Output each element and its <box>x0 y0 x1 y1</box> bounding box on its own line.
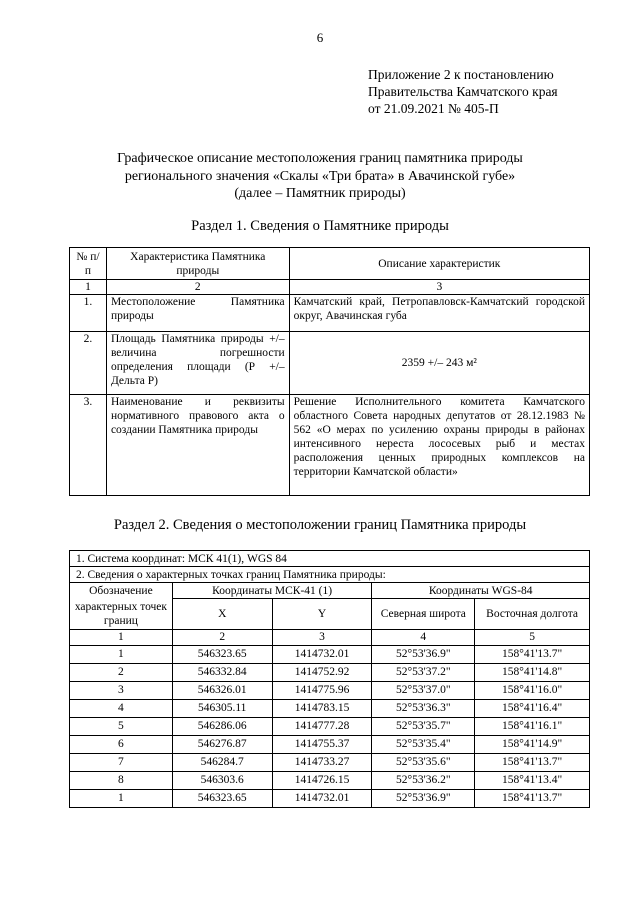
latitude: 52°53'35.4" <box>372 735 475 753</box>
header-description: Описание характеристик <box>289 248 589 280</box>
point-id: 4 <box>70 699 173 717</box>
longitude: 158°41'13.7" <box>475 753 590 771</box>
table-row <box>70 789 590 807</box>
header-lat: Северная широта <box>372 599 475 630</box>
header-point-sub: характерных точек границ <box>70 599 173 630</box>
latitude: 52°53'35.6" <box>372 753 475 771</box>
row-description: 2359 +/– 243 м² <box>289 332 589 395</box>
coord-y: 1414726.15 <box>272 771 372 789</box>
latitude: 52°53'36.2" <box>372 771 475 789</box>
table-row <box>70 663 590 681</box>
point-id: 5 <box>70 717 173 735</box>
appendix-line: Приложение 2 к постановлению <box>368 67 554 82</box>
coord-y: 1414732.01 <box>272 789 372 807</box>
table-row <box>70 699 590 717</box>
header-wgs: Координаты WGS-84 <box>372 583 590 599</box>
table-row <box>70 753 590 771</box>
longitude: 158°41'13.7" <box>475 645 590 663</box>
point-id: 7 <box>70 753 173 771</box>
header-characteristic: Характеристика Памятника природы <box>106 248 289 280</box>
title-line: (далее – Памятник природы) <box>234 186 406 201</box>
points-info-row <box>70 567 590 583</box>
row-description: Камчатский край, Петропавловск-Камчатский городской округ, Авачинская губа <box>289 295 589 332</box>
header-point: Обозначение <box>70 583 173 599</box>
row-description: Решение Исполнительного комитета Камчатского областного Совета народных депутатов от 28.12.1983 № 562 «О мерах по усилению охраны природы в районах интенсивного нереста лососевых рыб и местах расположения ценных природных комплексов на территории Камчатской области» <box>289 395 589 496</box>
coord-system-row <box>70 551 590 567</box>
coord-x: 546326.01 <box>172 681 272 699</box>
index-cell: 1 <box>70 629 173 645</box>
table-row <box>70 681 590 699</box>
row-characteristic: Наименование и реквизиты нормативного правового акта о создании Памятника природы <box>106 395 289 496</box>
coord-x: 546305.11 <box>172 699 272 717</box>
header-x: X <box>172 599 272 630</box>
point-id: 6 <box>70 735 173 753</box>
appendix-line: Правительства Камчатского края <box>368 84 558 99</box>
longitude: 158°41'13.4" <box>475 771 590 789</box>
coord-x: 546276.87 <box>172 735 272 753</box>
table-row <box>70 735 590 753</box>
coord-y: 1414752.92 <box>272 663 372 681</box>
table-row <box>70 771 590 789</box>
coord-y: 1414733.27 <box>272 753 372 771</box>
index-cell: 1 <box>70 280 107 295</box>
table-row <box>70 295 590 332</box>
header-row <box>70 583 590 599</box>
point-id: 8 <box>70 771 173 789</box>
index-row <box>70 629 590 645</box>
coord-y: 1414732.01 <box>272 645 372 663</box>
page-number: 6 <box>316 30 324 45</box>
index-row <box>70 280 590 295</box>
document-title <box>60 150 580 203</box>
coord-x: 546323.65 <box>172 789 272 807</box>
header-num: № п/п <box>70 248 107 280</box>
longitude: 158°41'16.0" <box>475 681 590 699</box>
title-line: Графическое описание местоположения границ памятника природы <box>117 151 523 166</box>
index-cell: 2 <box>172 629 272 645</box>
row-number: 1. <box>70 295 107 332</box>
table-row <box>70 332 590 395</box>
table-header-row <box>70 248 590 280</box>
points-info: 2. Сведения о характерных точках границ Памятника природы: <box>70 567 590 583</box>
point-id: 3 <box>70 681 173 699</box>
coord-x: 546286.06 <box>172 717 272 735</box>
latitude: 52°53'36.9" <box>372 789 475 807</box>
subheader-row <box>70 599 590 630</box>
index-cell: 5 <box>475 629 590 645</box>
index-cell: 2 <box>106 280 289 295</box>
point-id: 2 <box>70 663 173 681</box>
row-characteristic: Местоположение Памятника природы <box>106 295 289 332</box>
longitude: 158°41'16.1" <box>475 717 590 735</box>
index-cell: 3 <box>272 629 372 645</box>
longitude: 158°41'14.8" <box>475 663 590 681</box>
table-row <box>70 645 590 663</box>
point-id: 1 <box>70 789 173 807</box>
header-y: Y <box>272 599 372 630</box>
coord-y: 1414777.28 <box>272 717 372 735</box>
table-row <box>70 717 590 735</box>
header-lon: Восточная долгота <box>475 599 590 630</box>
nature-monument-info-table <box>69 247 590 496</box>
latitude: 52°53'36.3" <box>372 699 475 717</box>
table-row <box>70 395 590 496</box>
coord-x: 546284.7 <box>172 753 272 771</box>
coord-y: 1414783.15 <box>272 699 372 717</box>
section1-heading: Раздел 1. Сведения о Памятнике природы <box>191 218 449 234</box>
longitude: 158°41'13.7" <box>475 789 590 807</box>
points-body <box>70 645 590 807</box>
coord-x: 546303.6 <box>172 771 272 789</box>
coord-x: 546323.65 <box>172 645 272 663</box>
appendix-header <box>368 66 558 117</box>
header-msk: Координаты МСК-41 (1) <box>172 583 372 599</box>
appendix-line: от 21.09.2021 № 405-П <box>368 101 499 116</box>
coord-system: 1. Система координат: МСК 41(1), WGS 84 <box>70 551 590 567</box>
coord-y: 1414755.37 <box>272 735 372 753</box>
latitude: 52°53'36.9" <box>372 645 475 663</box>
latitude: 52°53'37.0" <box>372 681 475 699</box>
index-cell: 3 <box>289 280 589 295</box>
coord-x: 546332.84 <box>172 663 272 681</box>
section2-heading: Раздел 2. Сведения о местоположении границ Памятника природы <box>113 517 527 533</box>
longitude: 158°41'16.4" <box>475 699 590 717</box>
row-characteristic: Площадь Памятника природы +/– величина погрешности определения площади (Р +/– Дельта Р) <box>106 332 289 395</box>
title-line: регионального значения «Скалы «Три брата» в Авачинской губе» <box>124 168 516 184</box>
row-number: 3. <box>70 395 107 496</box>
row-number: 2. <box>70 332 107 395</box>
boundary-points-table <box>69 550 590 808</box>
latitude: 52°53'37.2" <box>372 663 475 681</box>
latitude: 52°53'35.7" <box>372 717 475 735</box>
index-cell: 4 <box>372 629 475 645</box>
coord-y: 1414775.96 <box>272 681 372 699</box>
point-id: 1 <box>70 645 173 663</box>
longitude: 158°41'14.9" <box>475 735 590 753</box>
